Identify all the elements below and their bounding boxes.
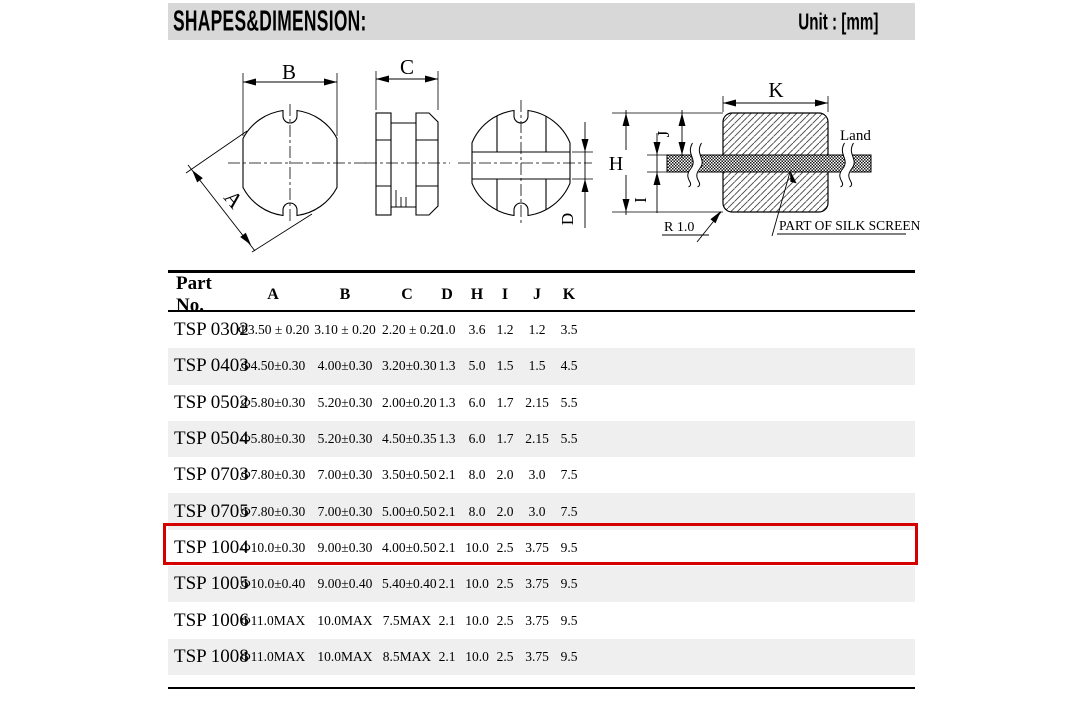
cell-k: 5.5 xyxy=(560,431,578,447)
cell-k: 9.5 xyxy=(560,576,578,592)
column-header-k: K xyxy=(562,286,576,303)
cell-b: 5.20±0.30 xyxy=(317,394,373,410)
cell-i: 2.5 xyxy=(496,648,514,664)
cell-d: 2.1 xyxy=(438,648,456,664)
cell-i: 2.5 xyxy=(496,539,514,555)
cell-d: 2.1 xyxy=(438,539,456,555)
dim-label-i: I xyxy=(631,197,650,203)
dim-label-b: B xyxy=(281,60,297,84)
cell-part: TSP 0703 xyxy=(174,464,249,486)
bottom-view-drawing xyxy=(458,100,593,228)
cell-i: 1.7 xyxy=(496,431,514,447)
section-header-band xyxy=(168,3,915,40)
cell-j: 3.75 xyxy=(525,612,549,628)
cell-k: 7.5 xyxy=(560,503,578,519)
cell-c: 2.00±0.20 xyxy=(382,394,437,410)
column-header-i: I xyxy=(501,286,509,303)
cell-d: 2.1 xyxy=(438,612,456,628)
cell-b: 9.00±0.30 xyxy=(317,539,373,555)
top-view-drawing xyxy=(186,73,368,252)
cell-a: Φ5.80±0.30 xyxy=(240,394,306,410)
cell-h: 10.0 xyxy=(465,576,489,592)
cell-d: 2.1 xyxy=(438,576,456,592)
cell-c: 7.5MAX xyxy=(382,612,432,628)
cell-h: 10.0 xyxy=(465,612,489,628)
cell-i: 2.0 xyxy=(496,503,514,519)
table-row xyxy=(168,348,915,384)
cell-b: 4.00±0.30 xyxy=(317,358,373,374)
column-header-a: A xyxy=(267,286,279,303)
table-row xyxy=(168,421,915,457)
column-header-h: H xyxy=(470,286,484,303)
dimension-table xyxy=(168,270,915,675)
table-row xyxy=(168,566,915,602)
cell-c: 5.40±0.40 xyxy=(382,576,437,592)
cell-h: 3.6 xyxy=(468,322,486,338)
cell-j: 3.0 xyxy=(528,503,546,519)
unit-label: Unit : [mm] xyxy=(797,8,878,34)
cell-d: 1.3 xyxy=(438,358,456,374)
section-title: SHAPES&DIMENSION: xyxy=(173,5,367,37)
cell-h: 5.0 xyxy=(468,358,486,374)
cell-c: 8.5MAX xyxy=(382,648,432,664)
cell-i: 2.5 xyxy=(496,612,514,628)
table-row xyxy=(168,312,915,348)
cell-k: 5.5 xyxy=(560,394,578,410)
cell-j: 3.0 xyxy=(528,467,546,483)
cell-i: 1.5 xyxy=(496,358,514,374)
cell-part: TSP 1005 xyxy=(174,573,249,595)
cell-c: 2.20 ± 0.20 xyxy=(382,322,444,338)
cell-c: 3.50±0.50 xyxy=(382,467,437,483)
column-header-c: C xyxy=(401,286,413,303)
cell-a: Φ10.0±0.40 xyxy=(240,576,306,592)
cell-part: TSP 0302 xyxy=(174,319,249,341)
cell-c: 5.00±0.50 xyxy=(382,503,437,519)
cell-k: 9.5 xyxy=(560,539,578,555)
table-row xyxy=(168,385,915,421)
side-view-drawing xyxy=(365,71,450,215)
cell-i: 2.0 xyxy=(496,467,514,483)
cell-a: Φ7.80±0.30 xyxy=(240,467,306,483)
column-header-j: J xyxy=(533,286,541,303)
cell-a: Φ7.80±0.30 xyxy=(240,503,306,519)
cell-h: 10.0 xyxy=(465,648,489,664)
highlight-box xyxy=(163,523,918,565)
land-pattern-drawing xyxy=(605,78,921,242)
column-header-d: D xyxy=(441,286,453,303)
cell-j: 3.75 xyxy=(525,539,549,555)
cell-k: 3.5 xyxy=(560,322,578,338)
cell-h: 8.0 xyxy=(468,467,486,483)
dim-label-d: D xyxy=(558,212,577,226)
cell-part: TSP 1006 xyxy=(174,609,249,631)
cell-a: Φ10.0±0.30 xyxy=(240,539,306,555)
cell-b: 7.00±0.30 xyxy=(317,503,373,519)
cell-part: TSP 0502 xyxy=(174,391,249,413)
cell-a: Φ5.80±0.30 xyxy=(240,431,306,447)
cell-i: 1.7 xyxy=(496,394,514,410)
cell-j: 2.15 xyxy=(525,394,549,410)
cell-i: 2.5 xyxy=(496,576,514,592)
cell-a: Φ4.50±0.30 xyxy=(240,358,306,374)
column-header-b: B xyxy=(339,286,351,303)
table-row xyxy=(168,602,915,638)
silk-screen-annotation: PART OF SILK SCREEN xyxy=(779,218,921,233)
cell-b: 10.0MAX xyxy=(317,612,373,628)
dim-label-a: A xyxy=(219,185,249,214)
cell-part: TSP 0705 xyxy=(174,500,249,522)
cell-k: 9.5 xyxy=(560,648,578,664)
cell-h: 6.0 xyxy=(468,394,486,410)
cell-b: 7.00±0.30 xyxy=(317,467,373,483)
top-view-arrows xyxy=(192,79,337,246)
cell-d: 2.1 xyxy=(438,503,456,519)
cell-h: 6.0 xyxy=(468,431,486,447)
cell-j: 1.5 xyxy=(528,358,546,374)
cell-k: 9.5 xyxy=(560,612,578,628)
corner-radius-annotation: R 1.0 xyxy=(664,220,695,235)
table-row xyxy=(168,457,915,493)
cell-d: 2.1 xyxy=(438,467,456,483)
dim-label-h: H xyxy=(608,153,624,175)
cell-j: 3.75 xyxy=(525,576,549,592)
cell-k: 4.5 xyxy=(560,358,578,374)
cell-d: 1.0 xyxy=(438,322,456,338)
cell-part: TSP 0504 xyxy=(174,428,249,450)
dim-label-k: K xyxy=(768,78,784,102)
cell-j: 2.15 xyxy=(525,431,549,447)
cell-i: 1.2 xyxy=(496,322,514,338)
cell-d: 1.3 xyxy=(438,431,456,447)
cell-c: 4.50±0.35 xyxy=(382,431,437,447)
dim-label-c: C xyxy=(399,55,415,79)
cell-b: 3.10 ± 0.20 xyxy=(314,322,376,338)
table-bottom-rule xyxy=(168,687,915,689)
cell-part: TSP 1004 xyxy=(174,536,249,558)
cell-a: Φ3.50 ± 0.20 xyxy=(238,322,310,338)
cell-d: 1.3 xyxy=(438,394,456,410)
cell-a: Φ11.0MAX xyxy=(240,612,306,628)
cell-j: 1.2 xyxy=(528,322,546,338)
cell-k: 7.5 xyxy=(560,467,578,483)
cell-b: 5.20±0.30 xyxy=(317,431,373,447)
cell-j: 3.75 xyxy=(525,648,549,664)
dim-label-j: J xyxy=(654,130,673,138)
table-row xyxy=(168,639,915,675)
cell-c: 4.00±0.50 xyxy=(382,539,437,555)
cell-c: 3.20±0.30 xyxy=(382,358,437,374)
land-annotation: Land xyxy=(840,128,871,144)
table-header-row xyxy=(168,273,915,316)
cell-b: 9.00±0.40 xyxy=(317,576,373,592)
cell-part: TSP 1008 xyxy=(174,645,249,667)
technical-drawings xyxy=(0,48,1088,266)
column-header-part: Part No. xyxy=(176,273,212,316)
cell-h: 10.0 xyxy=(465,539,489,555)
cell-b: 10.0MAX xyxy=(317,648,373,664)
cell-h: 8.0 xyxy=(468,503,486,519)
cell-a: Φ11.0MAX xyxy=(240,648,306,664)
cell-part: TSP 0403 xyxy=(174,355,249,377)
